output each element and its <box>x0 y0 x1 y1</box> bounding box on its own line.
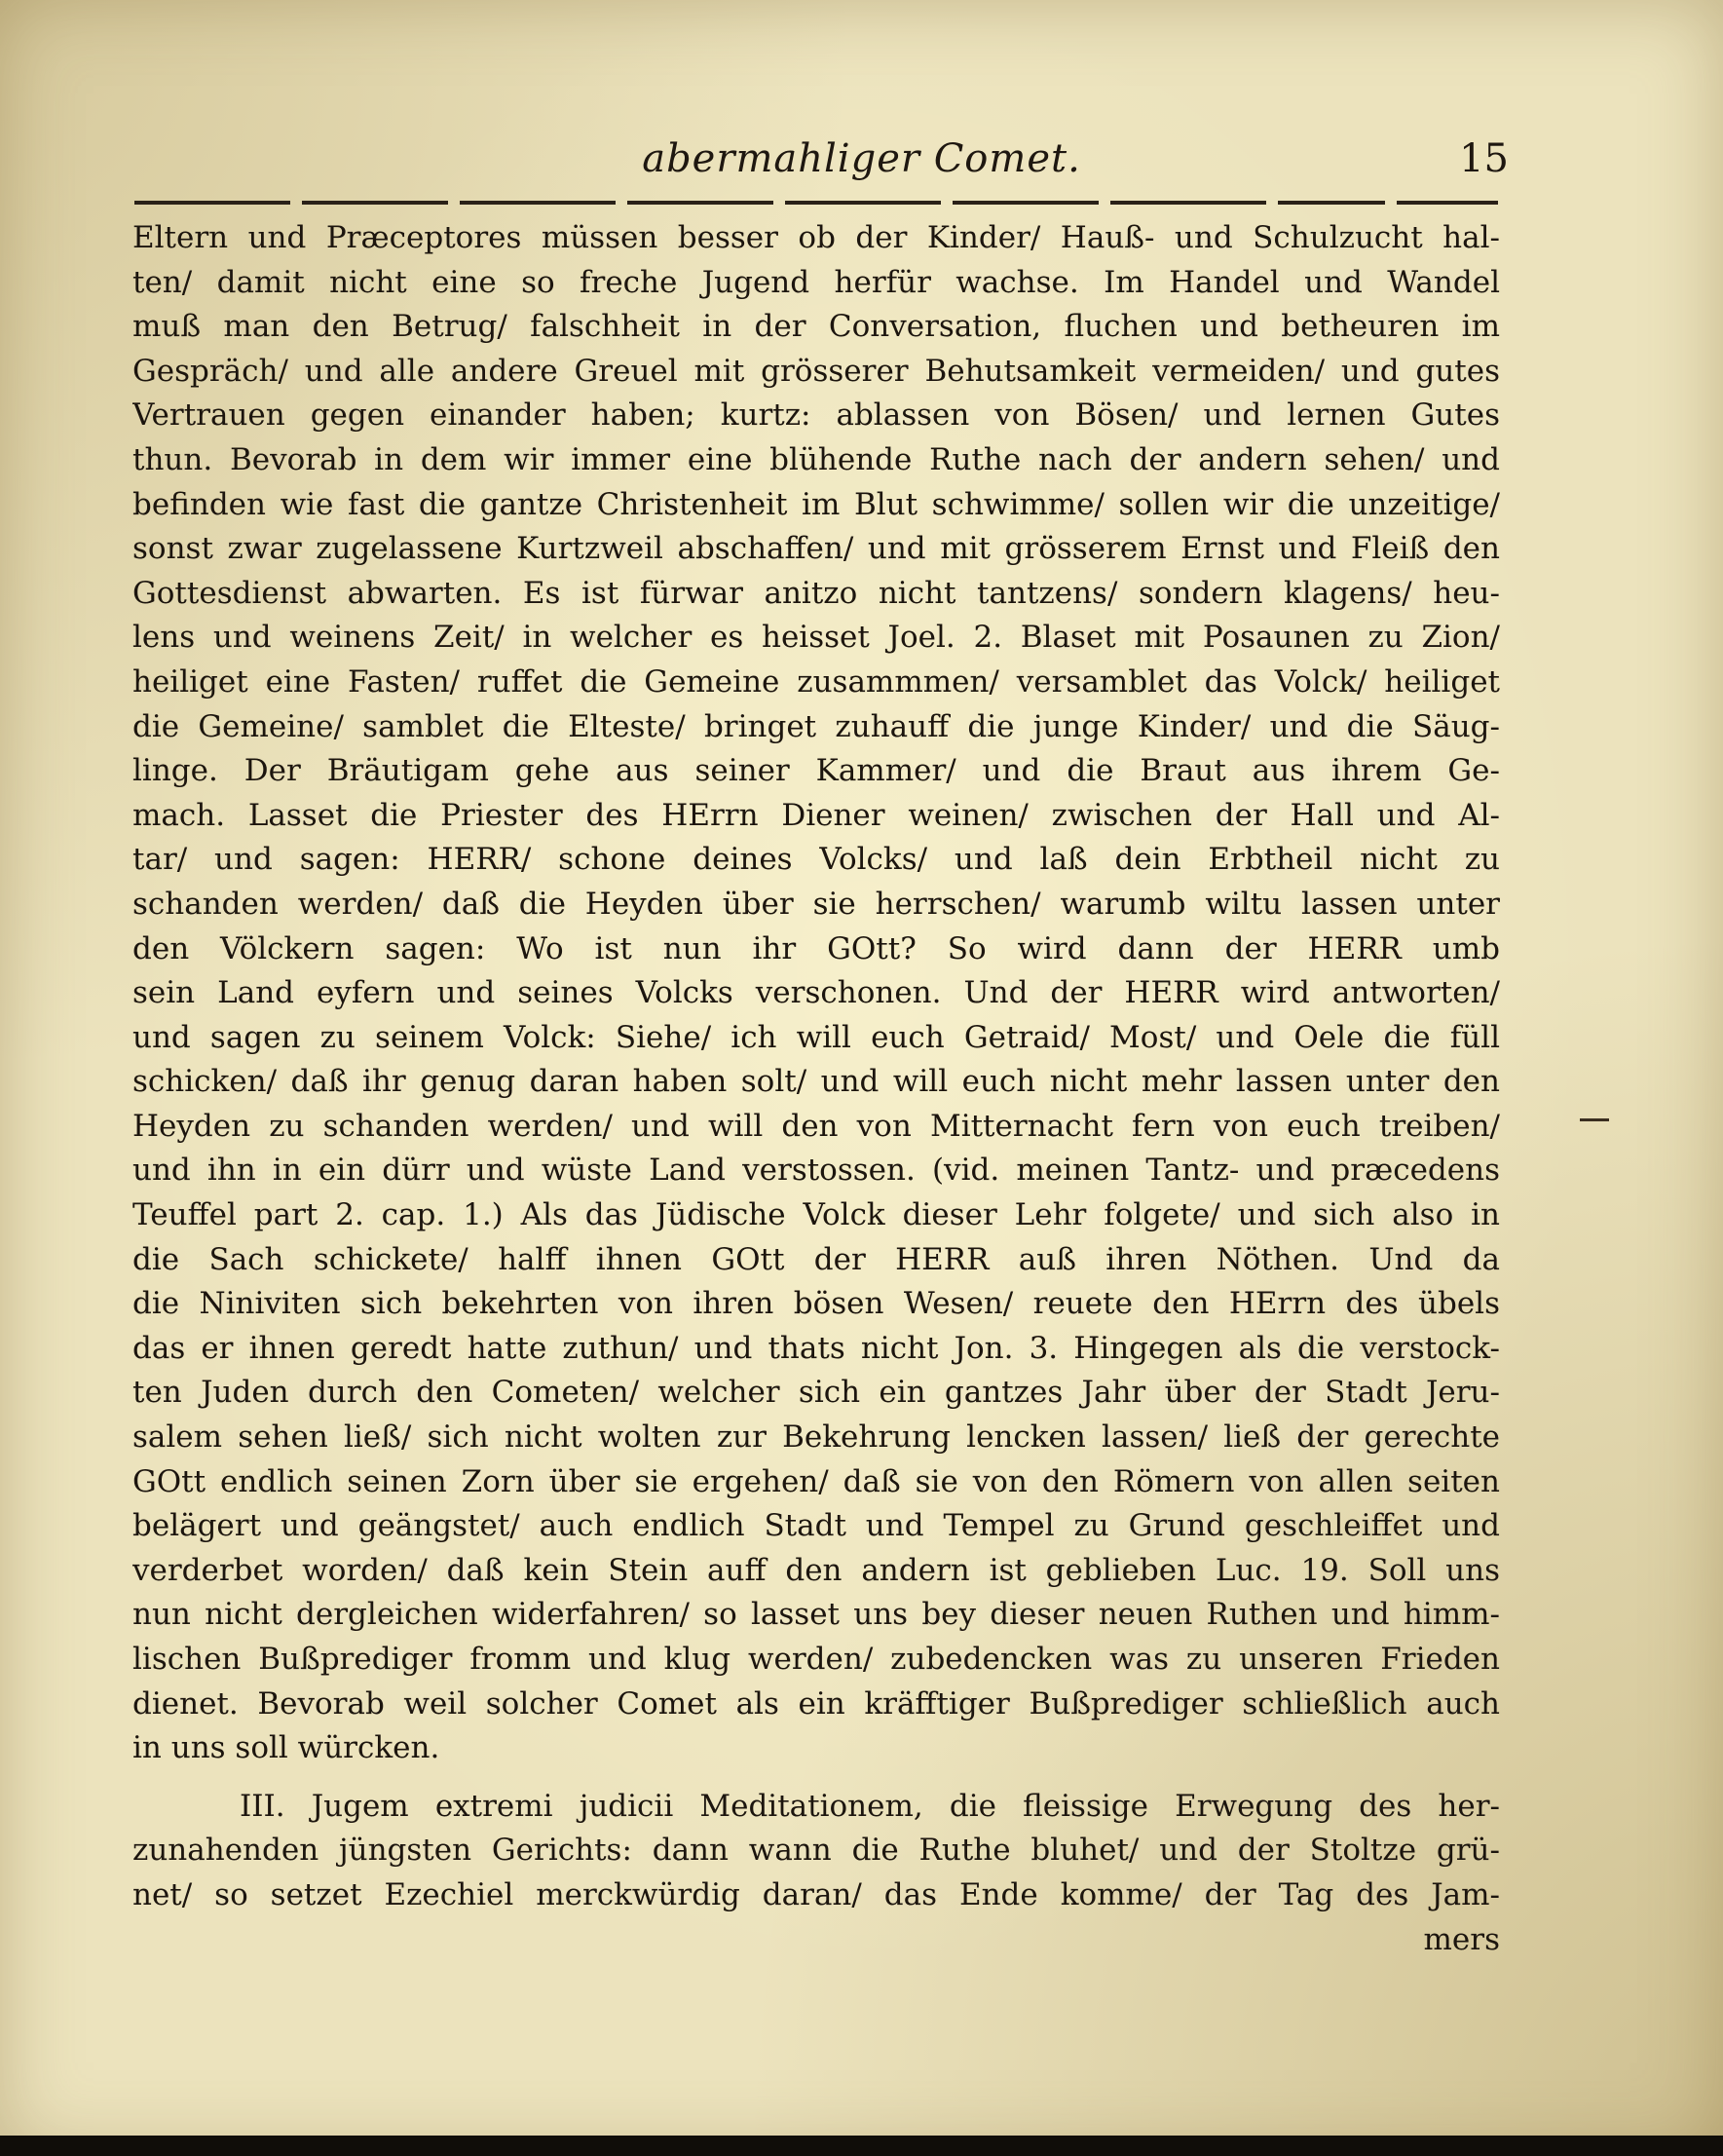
text-line: sein Land eyfern und seines Volcks verschonen. Und der HERR wird antworten/ <box>132 975 1500 1011</box>
text-line: in uns soll würcken. <box>132 1730 440 1766</box>
section-heading-line: III. Jugem extremi judicii Meditationem, die fleissige Erwegung des her- <box>240 1788 1500 1824</box>
text-line: Gottesdienst abwarten. Es ist fürwar anitzo nicht tantzens/ sondern klagens/ heu- <box>132 575 1500 611</box>
header-rule <box>134 201 1498 207</box>
text-line: GOtt endlich seinen Zorn über sie ergehen/ daß sie von den Römern von allen seiten <box>132 1463 1500 1499</box>
text-line: verderbet worden/ daß kein Stein auff den andern ist geblieben Luc. 19. Soll uns <box>132 1552 1500 1588</box>
text-line: thun. Bevorab in dem wir immer eine blühende Ruthe nach der andern sehen/ und <box>132 441 1500 477</box>
scan-border <box>0 2136 1723 2156</box>
text-line: schicken/ daß ihr genug daran haben solt/ und will euch nicht mehr lassen unter den <box>132 1064 1500 1100</box>
text-line: linge. Der Bräutigam gehe aus seiner Kammer/ und die Braut aus ihrem Ge- <box>132 753 1500 789</box>
text-line: muß man den Betrug/ falschheit in der Conversation, fluchen und betheuren im <box>132 309 1500 345</box>
text-line: mach. Lasset die Priester des HErrn Diener weinen/ zwischen der Hall und Al- <box>132 797 1500 833</box>
text-line: salem sehen ließ/ sich nicht wolten zur Bekehrung lencken lassen/ ließ der gerechte <box>132 1419 1500 1456</box>
text-line: lischen Bußprediger fromm und klug werden/ zubedencken was zu unseren Frieden <box>132 1642 1500 1677</box>
text-line: lens und weinens Zeit/ in welcher es heisset Joel. 2. Blaset mit Posaunen zu Zion/ <box>132 620 1500 656</box>
body-text <box>132 216 1500 1962</box>
text-line: net/ so setzet Ezechiel merckwürdig daran/ das Ende komme/ der Tag des Jam- <box>132 1876 1500 1912</box>
text-line: die Sach schickete/ halff ihnen GOtt der HERR auß ihren Nöthen. Und da <box>132 1241 1500 1277</box>
text-line: zunahenden jüngsten Gerichts: dann wann die Ruthe bluhet/ und der Stoltze grü- <box>132 1833 1500 1869</box>
page-header <box>0 136 1723 195</box>
text-line: Vertrauen gegen einander haben; kurtz: ablassen von Bösen/ und lernen Gutes <box>132 397 1500 434</box>
text-line: die Niniviten sich bekehrten von ihren bösen Wesen/ reuete den HErrn des übels <box>132 1286 1500 1322</box>
text-line: befinden wie fast die gantze Christenheit im Blut schwimme/ sollen wir die unzeitige/ <box>132 486 1500 522</box>
text-line: heiliget eine Fasten/ ruffet die Gemeine zusammmen/ versamblet das Volck/ heiliget <box>132 663 1500 700</box>
catchword: mers <box>1423 1921 1500 1957</box>
running-title: abermahliger Comet. <box>642 136 1081 181</box>
text-line: Heyden zu schanden werden/ und will den von Mitternacht fern von euch treiben/ <box>132 1108 1500 1144</box>
text-line: dienet. Bevorab weil solcher Comet als ein kräfftiger Bußprediger schließlich auch <box>132 1685 1500 1721</box>
text-line: belägert und geängstet/ auch endlich Stadt und Tempel zu Grund geschleiffet und <box>132 1508 1500 1544</box>
text-line: ten/ damit nicht eine so freche Jugend herfür wachse. Im Handel und Wandel <box>132 264 1500 300</box>
margin-mark <box>1580 1118 1609 1121</box>
text-line: schanden werden/ daß die Heyden über sie herrschen/ warumb wiltu lassen unter <box>132 886 1500 922</box>
text-line: die Gemeine/ samblet die Elteste/ bringet zuhauff die junge Kinder/ und die Säug- <box>132 708 1500 744</box>
text-line: tar/ und sagen: HERR/ schone deines Volcks/ und laß dein Erbtheil nicht zu <box>132 842 1500 878</box>
text-line: das er ihnen geredt hatte zuthun/ und thats nicht Jon. 3. Hingegen als die verstock- <box>132 1330 1500 1366</box>
text-line: den Völckern sagen: Wo ist nun ihr GOtt? So wird dann der HERR umb <box>132 930 1500 966</box>
text-line: Gespräch/ und alle andere Greuel mit grösserer Behutsamkeit vermeiden/ und gutes <box>132 353 1500 389</box>
text-line: nun nicht dergleichen widerfahren/ so lasset uns bey dieser neuen Ruthen und himm- <box>132 1597 1500 1633</box>
page-number: 15 <box>1459 136 1509 181</box>
text-line: und sagen zu seinem Volck: Siehe/ ich will euch Getraid/ Most/ und Oele die füll <box>132 1019 1500 1055</box>
text-line: Eltern und Præceptores müssen besser ob der Kinder/ Hauß- und Schulzucht hal- <box>132 220 1500 255</box>
text-line: Teuffel part 2. cap. 1.) Als das Jüdische Volck dieser Lehr folgete/ und sich also in <box>132 1197 1500 1233</box>
paragraph-gap <box>132 1771 1500 1785</box>
text-line: sonst zwar zugelassene Kurtzweil abschaffen/ und mit grösserem Ernst und Fleiß den <box>132 531 1500 567</box>
text-line: und ihn in ein dürr und wüste Land verstossen. (vid. meinen Tantz- und præcedens <box>132 1153 1500 1189</box>
text-line: ten Juden durch den Cometen/ welcher sich ein gantzes Jahr über der Stadt Jeru- <box>132 1375 1500 1411</box>
